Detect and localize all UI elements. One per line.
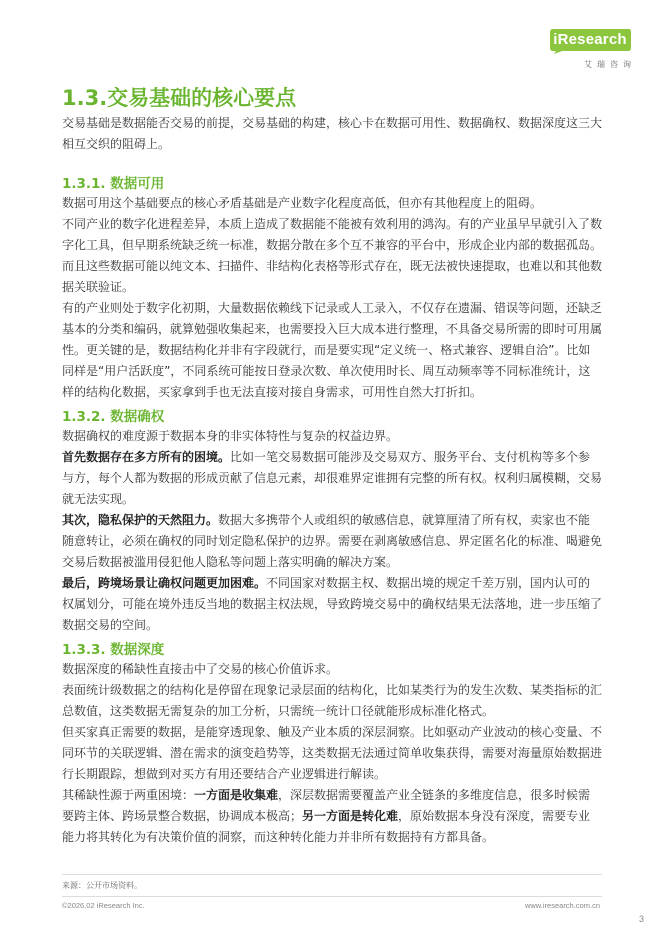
paragraph: 其次，隐私保护的天然阻力。数据大多携带个人或组织的敏感信息，就算厘清了所有权，卖家也不能随意转让，必须在确权的同时划定隐私保护的边界。需要在剥离敏感信息、界定匿名化的标准、喝避免交易后数据被滥用侵犯他人隐私等问题上落实明确的解决方案。 bbox=[62, 513, 603, 569]
paragraph: 表面统计级数据之的结构化是停留在现象记录层面的结构化，比如某类行为的发生次数、某类指标的汇总数值，这类数据无需复杂的加工分析，只需统一统计口径就能形成标准化格式。 bbox=[62, 683, 603, 718]
section-title-ownership: 1.3.2. 数据确权 bbox=[62, 409, 165, 425]
paragraph: 有的产业则处于数字化初期，大量数据依赖线下记录或人工录入，不仅存在遗漏、错误等问题，还缺乏基本的分类和编码，就算勉强收集起来，也需要投入巨大成本进行整理，不具备交易所需的即时可用属性。更关键的是，数据结构化并非有字段就行，而是要实现“定义统一、格式兼容、逻辑自洽”。比如同样是“用户活跃度”，不同系统可能按日登录次数、单次使用时长、周互动频率等不同标准统计，这样的结构化数据，买家拿到手也无法直接对接自身需求，可用性自然大打折扣。 bbox=[62, 301, 603, 399]
paragraph: 数据可用这个基础要点的核心矛盾基础是产业数字化程度高低，但亦有其他程度上的阻碍。 bbox=[62, 196, 543, 210]
copyright: ©2026.02 iResearch Inc. bbox=[62, 901, 145, 910]
paragraph: 最后，跨境场景让确权问题更加困难。不同国家对数据主权、数据出境的规定千差万别，国内认可的权属划分，可能在境外违反当地的数据主权法规，导致跨境交易中的确权结果无法落地，进一步压缩了数据交易的空间。 bbox=[62, 576, 603, 632]
paragraph: 其稀缺性源于两重困境：一方面是收集难，深层数据需要覆盖产业全链条的多维度信息，很多时候需要跨主体、跨场景整合数据，协调成本极高；另一方面是转化难，原始数据本身没有深度，需要专业能力将其转化为有决策价值的洞察，而这种转化能力并非所有数据持有方都具备。 bbox=[62, 788, 591, 844]
section-title-availability: 1.3.1. 数据可用 bbox=[62, 176, 165, 192]
page-title: 1.3.交易基础的核心要点 bbox=[62, 86, 297, 110]
logo-subtitle: 艾瑞咨询 bbox=[584, 60, 636, 69]
paragraph: 但买家真正需要的数据，是能穿透现象、触及产业本质的深层洞察。比如驱动产业波动的核心变量、不同环节的关联逻辑、潜在需求的演变趋势等，这类数据无法通过简单收集获得，需要对海量原始数据进行长期跟踪，想做到对买方有用还要结合产业逻辑进行解读。 bbox=[62, 725, 603, 781]
bold-lead: 其次，隐私保护的天然阻力。 bbox=[62, 513, 219, 527]
source-note: 来源：公开市场资料。 bbox=[62, 881, 142, 890]
logo-wordmark: iResearch bbox=[553, 31, 627, 48]
paragraph: 数据深度的稀缺性直接击中了交易的核心价值诉求。 bbox=[62, 662, 339, 676]
footer-divider bbox=[62, 896, 602, 897]
section-depth-body bbox=[62, 659, 602, 848]
iresearch-logo bbox=[548, 28, 634, 70]
bold-phrase: 一方面是收集难 bbox=[194, 788, 279, 802]
section-ownership-body bbox=[62, 426, 602, 636]
paragraph: 不同产业的数字化进程差异，本质上造成了数据能不能被有效利用的鸿沟。有的产业虽早早就引入了数字化工具，但早期系统缺乏统一标准，数据分散在多个互不兼容的平台中，形成企业内部的数据孤岛。而且这些数据可能以纯文本、扫描件、非结构化表格等形式存在，既无法被快速提取，也难以和其他数据关联验证。 bbox=[62, 217, 603, 294]
paragraph: 数据确权的难度源于数据本身的非实体特性与复杂的权益边界。 bbox=[62, 429, 399, 443]
intro-paragraph: 交易基础是数据能否交易的前提，交易基础的构建，核心卡在数据可用性、数据确权、数据深度这三大相互交织的阻碍上。 bbox=[62, 116, 603, 151]
bold-phrase: 另一方面是转化难 bbox=[302, 809, 399, 823]
paragraph: 首先数据存在多方所有的困境。比如一笔交易数据可能涉及交易双方、服务平台、支付机构等多个参与方，每个人都为数据的形成贡献了信息元素，却很难界定谁拥有完整的所有权。权利归属模糊，交易就无法实现。 bbox=[62, 450, 603, 506]
page-number: 3 bbox=[638, 914, 644, 924]
footer-divider bbox=[62, 874, 602, 875]
bold-lead: 最后，跨境场景让确权问题更加困难。 bbox=[62, 576, 267, 590]
section-availability-body bbox=[62, 193, 602, 403]
bold-lead: 首先数据存在多方所有的困境。 bbox=[62, 450, 231, 464]
section-title-depth: 1.3.3. 数据深度 bbox=[62, 642, 165, 658]
website-link[interactable]: www.iresearch.com.cn bbox=[524, 901, 600, 910]
